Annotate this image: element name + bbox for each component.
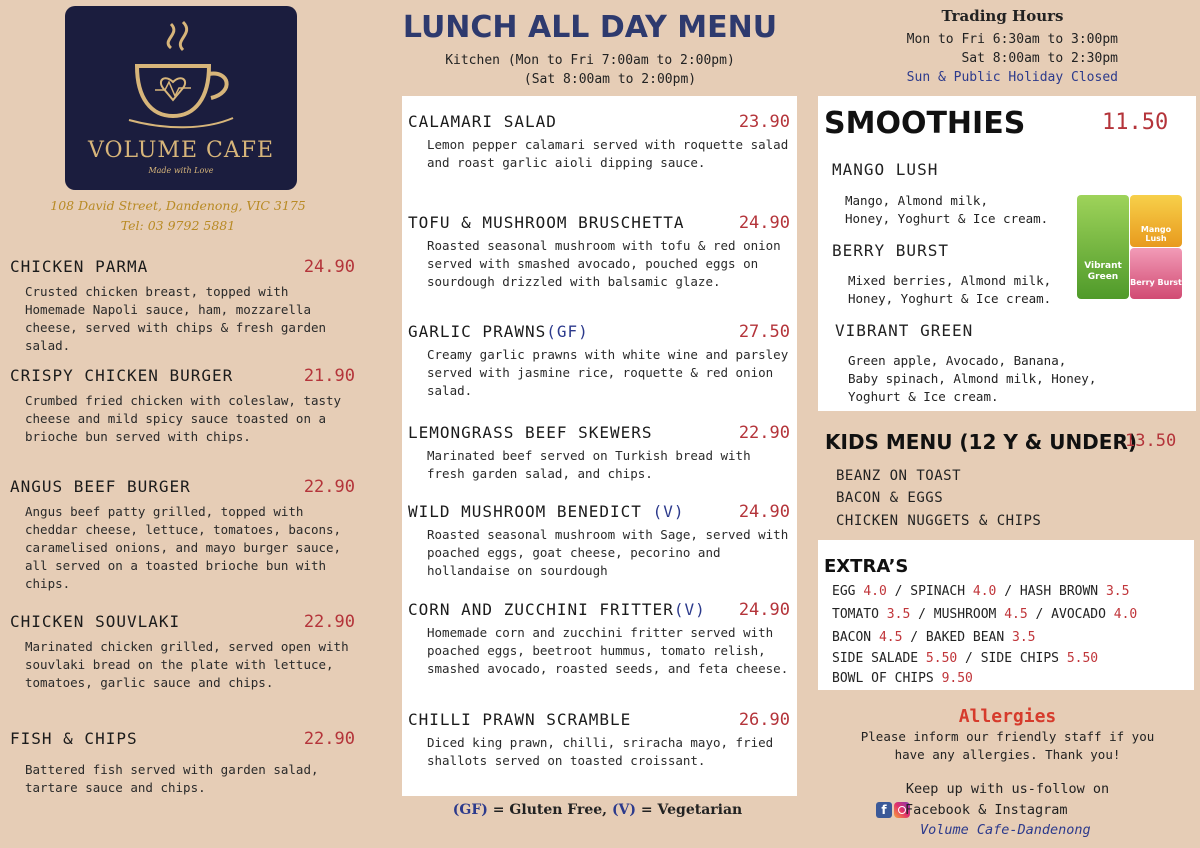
- menu-item: [408, 322, 790, 400]
- item-price: 22.90: [738, 423, 790, 443]
- smoothie-desc: Yoghurt & Ice cream.: [848, 389, 999, 404]
- smoothie-name: BERRY BURST: [832, 241, 949, 260]
- item-description: Diced king prawn, chilli, sriracha mayo, fried shallots served on toasted croissant.: [427, 735, 774, 768]
- item-price: 24.90: [738, 600, 790, 620]
- item-description: Lemon pepper calamari served with roquette salad and roast garlic aioli dipping sauce.: [427, 137, 789, 170]
- facebook-icon[interactable]: f: [876, 802, 892, 818]
- extra-price: 4.0: [972, 584, 997, 599]
- extra-price: 4.0: [1113, 607, 1138, 622]
- item-name: CRISPY CHICKEN BURGER: [10, 366, 234, 385]
- kids-menu-price: 13.50: [1125, 431, 1177, 451]
- phone-line: Tel: 03 9792 5881: [120, 218, 236, 233]
- mango-lush-photo: [1130, 195, 1182, 247]
- item-description: Angus beef patty grilled, topped with cheddar cheese, lettuce, tomatoes, bacons, caramelised onions, and mayo burger sauce, all served on a toasted brioche bun with chips.: [25, 504, 342, 591]
- photo-label: Berry Burst: [1130, 278, 1182, 287]
- allergies-text: Please inform our friendly staff if you: [860, 729, 1155, 744]
- kids-menu-title: KIDS MENU (12 Y & UNDER): [825, 430, 1137, 454]
- smoothie-desc: Mango, Almond milk,: [845, 193, 988, 208]
- item-price: 22.90: [303, 477, 355, 497]
- extra-name: / HASH BROWN: [996, 584, 1106, 599]
- item-description: Roasted seasonal mushroom with tofu & red onion served with smashed avocado, pouched eggs on sourdough drizzled with balsamic glaze.: [427, 238, 781, 289]
- item-price: 26.90: [738, 710, 790, 730]
- item-description: Crusted chicken breast, topped with Homemade Napoli sauce, ham, mozzarella cheese, served with chips & fresh garden salad.: [25, 284, 327, 353]
- extra-name: / SPINACH: [886, 584, 973, 599]
- item-name: CALAMARI SALAD: [408, 112, 557, 131]
- diet-tag: (V): [673, 600, 706, 619]
- diet-legend: [400, 802, 795, 818]
- social-handle[interactable]: Volume Cafe-Dandenong: [920, 822, 1091, 838]
- extra-name: / AVOCADO: [1027, 607, 1114, 622]
- extra-name: BACON: [832, 630, 879, 645]
- extras-title: EXTRA’S: [824, 556, 909, 577]
- extras-card: [818, 540, 1194, 690]
- smoothie-desc: Green apple, Avocado, Banana,: [848, 353, 1067, 368]
- item-description: Creamy garlic prawns with white wine and parsley served with jasmine rice, roquette & red onion salad.: [427, 347, 789, 398]
- kids-item: BACON & EGGS: [836, 490, 944, 506]
- extra-name: / MUSHROOM: [910, 607, 1005, 622]
- legend-v: (V): [611, 802, 637, 818]
- menu-item: [408, 600, 790, 678]
- extras-line: [832, 651, 1098, 666]
- legend-v-text: = Vegetarian: [636, 802, 743, 818]
- diet-tag: (V): [652, 502, 685, 521]
- legend-gf-text: = Gluten Free,: [487, 802, 612, 818]
- extra-price: 9.50: [941, 671, 973, 686]
- item-description: Marinated beef served on Turkish bread with fresh garden salad, and chips.: [427, 448, 751, 481]
- item-name: CHILLI PRAWN SCRAMBLE: [408, 710, 632, 729]
- kitchen-hours-weekday: Kitchen (Mon to Fri 7:00am to 2:00pm): [445, 53, 735, 68]
- extra-name: SIDE SALADE: [832, 651, 926, 666]
- smoothie-desc: Baby spinach, Almond milk, Honey,: [848, 371, 1097, 386]
- item-name: ANGUS BEEF BURGER: [10, 477, 191, 496]
- kids-item: BEANZ ON TOAST: [836, 468, 962, 484]
- lunch-menu-title: LUNCH ALL DAY MENU: [402, 10, 778, 45]
- extra-name: / BAKED BEAN: [902, 630, 1013, 645]
- extras-line: [832, 607, 1137, 622]
- hours-weekday: Mon to Fri 6:30am to 3:00pm: [906, 32, 1118, 47]
- photo-label: Vibrant Green: [1084, 261, 1122, 282]
- item-price: 27.50: [738, 322, 790, 342]
- extra-price: 3.5: [1012, 630, 1036, 645]
- extra-price: 5.50: [925, 651, 958, 666]
- lunch-menu-card: [402, 96, 797, 796]
- photo-label: Mango Lush: [1140, 225, 1172, 243]
- item-name: WILD MUSHROOM BENEDICT: [408, 502, 653, 521]
- item-name: FISH & CHIPS: [10, 729, 138, 748]
- extras-line: [832, 584, 1129, 599]
- legend-gf: (GF): [452, 802, 488, 818]
- extra-price: 3.5: [886, 607, 911, 622]
- item-name: CHICKEN SOUVLAKI: [10, 612, 181, 631]
- menu-item: [10, 257, 355, 355]
- logo-tagline: Made with Love: [148, 166, 214, 175]
- extra-price: 4.5: [878, 630, 903, 645]
- item-price: 24.90: [303, 257, 355, 277]
- smoothies-card: [818, 96, 1196, 411]
- vibrant-green-photo: [1077, 195, 1129, 299]
- item-name: TOFU & MUSHROOM BRUSCHETTA: [408, 213, 685, 232]
- item-price: 21.90: [303, 366, 355, 386]
- item-price: 24.90: [738, 213, 790, 233]
- extra-price: 4.5: [1004, 607, 1028, 622]
- extras-line: [832, 630, 1036, 645]
- item-name: CORN AND ZUCCHINI FRITTER: [408, 600, 674, 619]
- item-price: 23.90: [738, 112, 790, 132]
- menu-item: [408, 502, 790, 580]
- extras-line: [832, 671, 973, 686]
- kitchen-hours-saturday: (Sat 8:00am to 2:00pm): [523, 72, 697, 87]
- menu-item: [10, 729, 355, 797]
- item-description: Battered fish served with garden salad, tartare sauce and chips.: [25, 762, 319, 795]
- item-description: Crumbed fried chicken with coleslaw, tasty cheese and mild spicy sauce toasted on a brioche bun served with chips.: [25, 393, 342, 444]
- social-platforms: Facebook & Instagram: [905, 802, 1068, 818]
- extra-name: BOWL OF CHIPS: [832, 671, 942, 686]
- menu-item: [10, 366, 355, 446]
- menu-item: [408, 710, 790, 770]
- extra-price: 5.50: [1066, 651, 1099, 666]
- item-name: CHICKEN PARMA: [10, 257, 149, 276]
- item-description: Roasted seasonal mushroom with Sage, served with poached eggs, goat cheese, pecorino and hollandaise on sourdough: [427, 527, 789, 578]
- coffee-cup-icon: [125, 18, 237, 136]
- item-price: 22.90: [303, 729, 355, 749]
- hours-saturday: Sat 8:00am to 2:30pm: [961, 51, 1118, 66]
- trading-hours-title: Trading Hours: [941, 7, 1064, 25]
- smoothie-desc: Honey, Yoghurt & Ice cream.: [848, 291, 1052, 306]
- menu-item: [10, 612, 355, 692]
- smoothie-desc: Mixed berries, Almond milk,: [848, 273, 1052, 288]
- diet-tag: (GF): [546, 322, 589, 341]
- extra-name: TOMATO: [832, 607, 887, 622]
- menu-item: [408, 112, 790, 172]
- extra-name: EGG: [832, 584, 864, 599]
- item-price: 24.90: [738, 502, 790, 522]
- smoothie-desc: Honey, Yoghurt & Ice cream.: [845, 211, 1049, 226]
- item-name: GARLIC PRAWNS: [408, 322, 547, 341]
- smoothies-title: SMOOTHIES: [824, 106, 1026, 141]
- cafe-logo: [65, 6, 297, 190]
- menu-item: [408, 423, 790, 483]
- allergies-text: have any allergies. Thank you!: [894, 747, 1121, 762]
- extra-name: / SIDE CHIPS: [957, 651, 1067, 666]
- address-line: 108 David Street, Dandenong, VIC 3175: [50, 198, 306, 213]
- allergies-title: Allergies: [958, 706, 1057, 727]
- smoothie-name: VIBRANT GREEN: [835, 321, 974, 340]
- extra-price: 3.5: [1105, 584, 1130, 599]
- kids-item: CHICKEN NUGGETS & CHIPS: [836, 513, 1042, 529]
- item-name: LEMONGRASS BEEF SKEWERS: [408, 423, 653, 442]
- menu-item: [408, 213, 790, 291]
- logo-brand: VOLUME CAFE: [87, 138, 275, 163]
- item-price: 22.90: [303, 612, 355, 632]
- item-description: Marinated chicken grilled, served open with souvlaki bread on the plate with lettuce, tomatoes, garlic sauce and chips.: [25, 639, 349, 690]
- extra-price: 4.0: [863, 584, 887, 599]
- address-block: [20, 196, 336, 236]
- menu-item: [10, 477, 355, 593]
- hours-closed: Sun & Public Holiday Closed: [906, 70, 1118, 85]
- follow-text: Keep up with us-follow on: [905, 781, 1110, 797]
- smoothie-name: MANGO LUSH: [832, 160, 939, 179]
- berry-burst-photo: [1130, 248, 1182, 299]
- item-description: Homemade corn and zucchini fritter served with poached eggs, beetroot hummus, tomato relish, smashed avocado, roasted seeds, and feta cheese.: [427, 625, 789, 676]
- smoothies-price: 11.50: [1102, 110, 1169, 135]
